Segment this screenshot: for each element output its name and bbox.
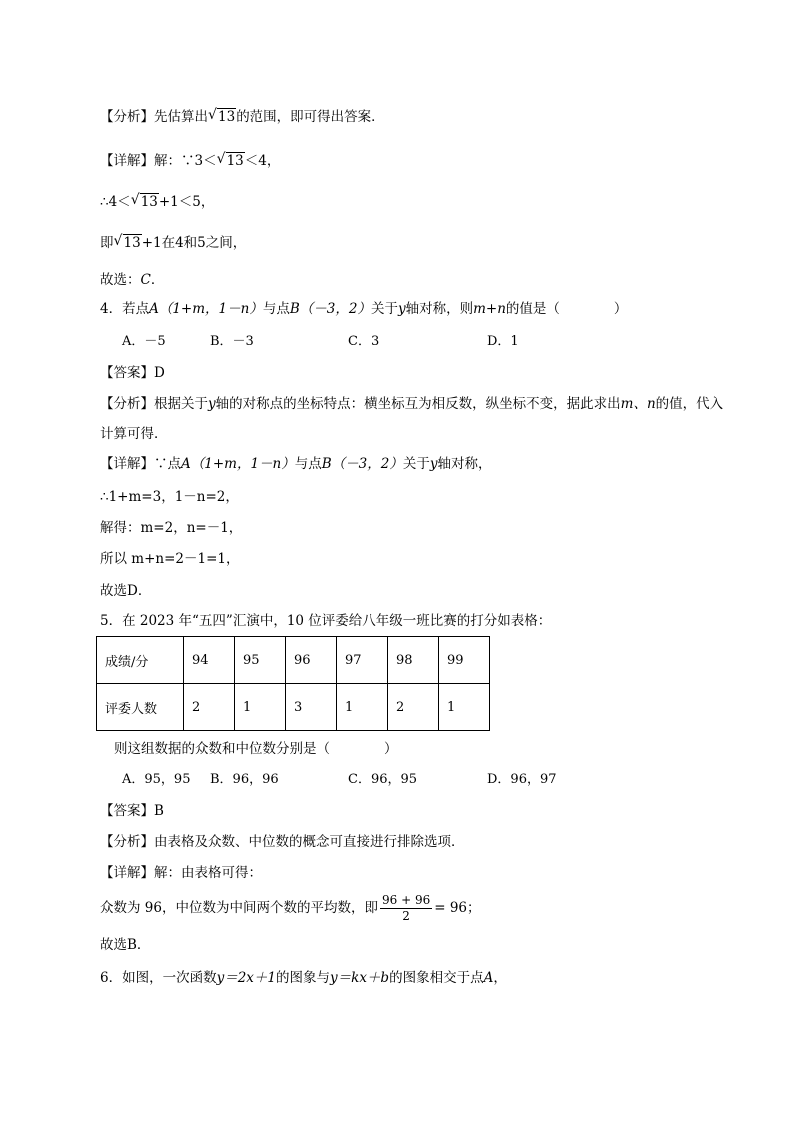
- q4-analysis: 【分析】根据关于y轴的对称点的坐标特点：横坐标互为相反数，纵坐标不变，据此求出m、n的值，代入: [100, 396, 724, 412]
- q3-choice: 故选：C．: [100, 272, 165, 288]
- table-header-cell: 成绩/分: [97, 637, 184, 684]
- table-cell: 2: [388, 684, 439, 731]
- q4-line-a: ∴1+m=3，1－n=2，: [100, 489, 239, 505]
- table-cell: 94: [184, 637, 235, 684]
- q4-option-c: C．3: [348, 334, 380, 349]
- sqrt-13: √ 13: [218, 152, 245, 170]
- q5-analysis: 【分析】由表格及众数、中位数的概念可直接进行排除选项．: [100, 834, 465, 850]
- q3-analysis: 【分析】先估算出√ 13的范围，即可得出答案．: [100, 108, 385, 126]
- q4-option-b: B．－3: [210, 334, 254, 349]
- table-cell: 96: [286, 637, 337, 684]
- table-cell: 1: [439, 684, 490, 731]
- q5-detail: 【详解】解：由表格可得：: [100, 865, 262, 881]
- q4-line-b: 解得：m=2，n=－1，: [100, 520, 243, 536]
- q6-stem: 6．如图，一次函数y＝2x＋1的图象与y＝kx＋b的图象相交于点A，: [100, 970, 507, 986]
- sqrt-13: √ 13: [115, 234, 142, 252]
- table-cell: 98: [388, 637, 439, 684]
- q5-options: [122, 771, 562, 789]
- q3-line-2: ∴4＜√ 13+1＜5，: [100, 193, 214, 211]
- q4-option-d: D．1: [487, 334, 519, 349]
- q5-option-c: C．96，95: [348, 772, 418, 787]
- q4-choice: 故选D．: [100, 583, 152, 599]
- table-cell: 95: [235, 637, 286, 684]
- q5-option-d: D．96，97: [487, 772, 557, 787]
- detail-label: 【详解】: [100, 153, 154, 169]
- q4-line-c: 所以 m+n=2－1=1，: [100, 551, 240, 567]
- q3-detail: 【详解】解：∵3＜√ 13＜4，: [100, 152, 280, 170]
- analysis-label: 【分析】: [100, 109, 154, 125]
- table-row: [97, 684, 490, 731]
- q4-analysis-cont: 计算可得．: [100, 426, 168, 442]
- table-cell: 1: [235, 684, 286, 731]
- sqrt-13: √ 13: [209, 108, 236, 126]
- q5-question: 则这组数据的众数和中位数分别是（ ）: [114, 741, 398, 757]
- q3-line-3: 即√ 13+1在4和5之间，: [100, 234, 246, 252]
- q4-stem: 4．若点A（1+m，1－n）与点B（－3，2）关于y轴对称，则m+n的值是（ ）: [100, 301, 628, 317]
- q4-options: [122, 333, 542, 351]
- q4-answer: 【答案】D: [100, 365, 165, 381]
- q5-stem: 5．在 2023 年“五四”汇演中，10 位评委给八年级一班比赛的打分如表格：: [100, 613, 552, 629]
- sqrt-13: √ 13: [132, 193, 159, 211]
- q5-option-b: B．96，96: [210, 772, 279, 787]
- table-cell: 99: [439, 637, 490, 684]
- q5-choice: 故选B．: [100, 937, 151, 953]
- q5-answer: 【答案】B: [100, 803, 164, 819]
- fraction: $\frac{96 + 96}{2}$: [381, 893, 431, 923]
- table-cell: 1: [337, 684, 388, 731]
- q4-detail: 【详解】∵点A（1+m，1－n）与点B（－3，2）关于y轴对称，: [100, 456, 492, 472]
- table-cell: 97: [337, 637, 388, 684]
- table-cell: 2: [184, 684, 235, 731]
- table-header-cell: 评委人数: [97, 684, 184, 731]
- table-row: [97, 637, 490, 684]
- q5-mode-line: 众数为 96，中位数为中间两个数的平均数，即 $\frac{96 + 96}{2}$ = 96；: [100, 893, 481, 923]
- q5-option-a: A．95，95: [122, 772, 191, 787]
- q4-option-a: A．－5: [122, 334, 166, 349]
- score-table: [96, 636, 490, 731]
- table-cell: 3: [286, 684, 337, 731]
